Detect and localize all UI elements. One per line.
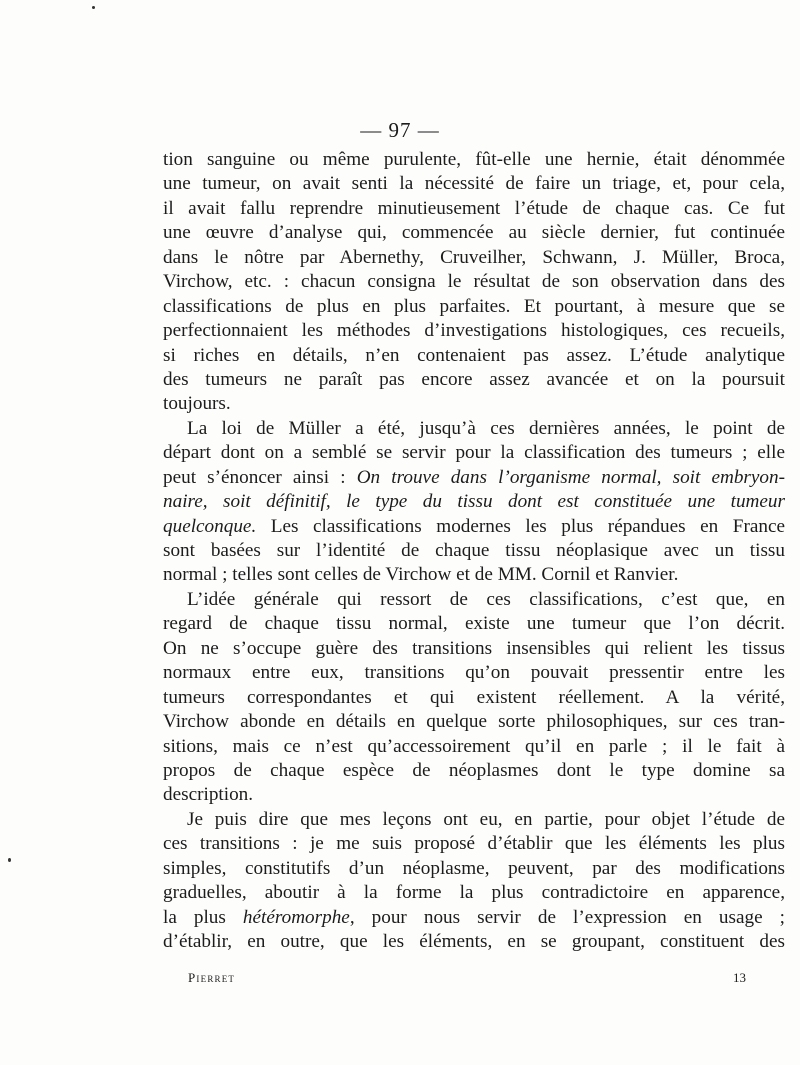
text-line: regard de chaque tissu normal, existe une tumeur que l’on décrit. (163, 613, 785, 635)
footer-signature: 13 (733, 970, 746, 985)
text-line: départ dont on a semblé se servir pour la classification des tumeurs ; elle (163, 442, 785, 464)
text-line: si riches en détails, n’en contenaient pas assez. L’étude analytique (163, 344, 785, 366)
text-line: simples, constitutifs d’un néoplasme, peuvent, par des modifications (163, 857, 785, 879)
text-line: toujours. (163, 393, 231, 415)
paragraph-2 (163, 417, 785, 588)
paragraph-4 (163, 808, 785, 955)
text-line: propos de chaque espèce de néoplasmes dont le type domine sa (163, 759, 785, 781)
text-run: Les classifications modernes les plus répandues en France (256, 515, 785, 537)
footer-author: Pierret (188, 970, 236, 985)
text-run: , pour nous servir de l’expression en usage ; (349, 906, 785, 928)
text-line: La loi de Müller a été, jusqu’à ces dernières années, le point de (187, 417, 785, 439)
italic-run: naire, soit définitif, le type du tissu dont est constituée une tumeur (163, 491, 785, 513)
text-line: Virchow, etc. : chacun consigna le résultat de son observation dans des (163, 271, 785, 293)
text-line: normaux entre eux, transitions qu’on pouvait pressentir entre les (163, 662, 785, 684)
text-run: peut s’énoncer ainsi : (163, 466, 357, 488)
text-line: L’idée générale qui ressort de ces classifications, c’est que, en (187, 588, 785, 610)
text-line (163, 515, 785, 539)
text-line: des tumeurs ne paraît pas encore assez avancée et on la poursuit (163, 368, 785, 390)
italic-run: hétéromorphe (242, 906, 350, 928)
text-line: une œuvre d’analyse qui, commencée au siècle dernier, fut continuée (163, 222, 785, 244)
text-line: d’établir, en outre, que les éléments, en se groupant, constituent des (163, 931, 785, 952)
italic-run: quelconque. (163, 515, 257, 537)
text-run: la plus (163, 906, 243, 928)
text-line: Virchow abonde en détails en quelque sorte philosophiques, sur ces tran- (163, 711, 785, 733)
text-line: normal ; telles sont celles de Virchow et de MM. Cornil et Ranvier. (163, 564, 679, 586)
text-line: tumeurs correspondantes et qui existent réellement. A la vérité, (163, 686, 785, 708)
text-line: tion sanguine ou même purulente, fût-elle une hernie, était dénommée (163, 149, 785, 170)
text-line: sitions, mais ce n’est qu’accessoirement qu’il en parle ; il le fait à (163, 735, 785, 757)
scan-speck (92, 6, 95, 9)
text-line: il avait fallu reprendre minutieusement l’étude de chaque cas. Ce fut (163, 197, 785, 219)
text-line: description. (163, 784, 254, 806)
text-line: graduelles, aboutir à la forme la plus contradictoire en apparence, (163, 882, 785, 904)
text-line: une tumeur, on avait senti la nécessité de faire un triage, et, pour cela, (163, 173, 785, 195)
text-line (163, 906, 785, 930)
text-line: perfectionnaient les méthodes d’investigations histologiques, ces recueils, (163, 320, 785, 342)
text-line: sont basées sur l’identité de chaque tissu néoplasique avec un tissu (163, 540, 785, 561)
page-number: — 97 — (360, 118, 440, 142)
text-line (163, 490, 785, 514)
text-line: On ne s’occupe guère des transitions insensibles qui relient les tissus (163, 637, 785, 659)
text-line: classifications de plus en plus parfaites. Et pourtant, à mesure que se (163, 295, 785, 317)
text-line: dans le nôtre par Abernethy, Cruveilher, Schwann, J. Müller, Broca, (163, 246, 785, 268)
body-text (163, 148, 785, 954)
text-line (163, 466, 785, 490)
text-line: Je puis dire que mes leçons ont eu, en partie, pour objet l’étude de (187, 808, 785, 830)
paragraph-1 (163, 148, 785, 417)
italic-run: On trouve dans l’organisme normal, soit embryon- (356, 466, 785, 488)
text-line: ces transitions : je me suis proposé d’établir que les éléments les plus (163, 833, 785, 855)
paragraph-3 (163, 588, 785, 808)
scan-speck (8, 858, 11, 862)
